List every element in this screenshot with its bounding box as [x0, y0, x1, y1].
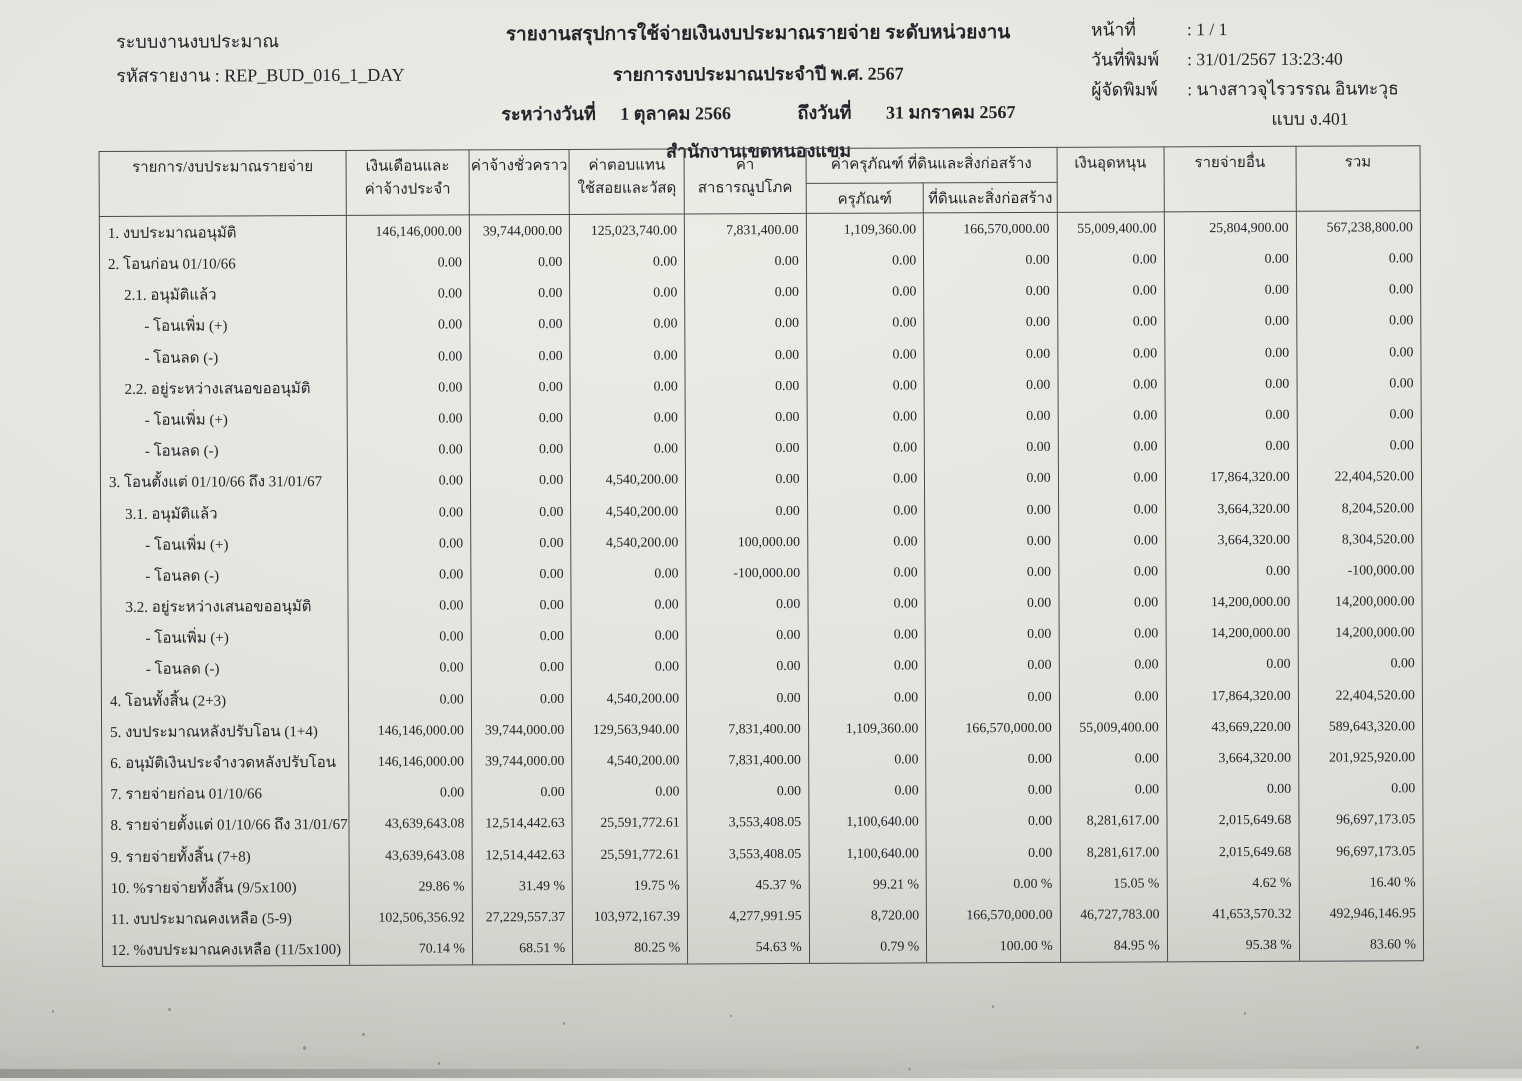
cell-value: 80.25 % [573, 932, 688, 964]
cell-value: 0.00 [925, 463, 1059, 495]
cell-value: 0.00 [807, 494, 925, 526]
row-label: 4. โอนทั้งสิ้น (2+3) [101, 684, 348, 716]
cell-value: 3,553,408.05 [687, 838, 809, 870]
row-label: 9. รายจ่ายทั้งสิ้น (7+8) [102, 840, 349, 872]
cell-value: 0.00 [807, 401, 925, 433]
cell-value: 0.00 [924, 244, 1058, 276]
cell-value: 14,200,000.00 [1166, 586, 1298, 618]
cell-value: 19.75 % [572, 870, 687, 902]
cell-value: 0.00 [472, 777, 573, 809]
row-label: 10. %รายจ่ายทั้งสิ้น (9/5x100) [102, 871, 349, 903]
cell-value: 7,831,400.00 [684, 214, 806, 246]
cell-value: 0.00 [347, 434, 470, 466]
printed-by-label: ผู้จัดพิมพ์ [1091, 79, 1158, 100]
cell-value: 0.00 [570, 308, 685, 340]
row-label: - โอนเพิ่ม (+) [101, 528, 348, 560]
dust-speck [730, 1015, 732, 1017]
cell-value: 201,925,920.00 [1298, 742, 1422, 774]
cell-value: 0.00 [807, 432, 925, 464]
date-range-label: ระหว่างวันที่ [501, 103, 596, 125]
cell-value: 0.79 % [809, 931, 927, 963]
dust-speck [362, 1033, 365, 1036]
cell-value: 0.00 [348, 621, 471, 653]
cell-value: 166,570,000.00 [926, 712, 1060, 744]
date-to: 31 มกราคม 2567 [885, 102, 1016, 123]
form-code: แบบ ง.401 [1271, 108, 1349, 129]
cell-value: 0.00 [1296, 243, 1420, 275]
cell-value: 1,109,360.00 [806, 213, 924, 245]
col-header-equipment: ครุภัณฑ์ [806, 183, 924, 214]
col-header-temp-hire: ค่าจ้างชั่วคราว [469, 149, 570, 215]
cell-value: 43,669,220.00 [1166, 711, 1298, 743]
cell-value: 0.00 [687, 776, 809, 808]
cell-value: 0.00 [349, 777, 472, 809]
row-label: 8. รายจ่ายตั้งแต่ 01/10/66 ถึง 31/01/67 [102, 809, 349, 841]
cell-value: 0.00 [470, 371, 571, 403]
cell-value: -100,000.00 [1298, 555, 1422, 587]
cell-value: 0.00 [926, 743, 1060, 775]
col-header-compensation: ค่าตอบแทน ใช้สอยและวัสดุ [569, 149, 684, 215]
cell-value: 0.00 [924, 338, 1058, 370]
row-label: 2.2. อยู่ระหว่างเสนอขออนุมัติ [100, 372, 347, 404]
cell-value: 0.00 [347, 372, 470, 404]
cell-value: 0.00 [924, 275, 1058, 307]
cell-value: 0.00 [1296, 274, 1420, 306]
cell-value: 0.00 [1297, 367, 1421, 399]
cell-value: 567,238,800.00 [1296, 211, 1420, 243]
cell-value: 0.00 [808, 650, 926, 682]
cell-value: 96,697,173.05 [1299, 804, 1423, 836]
page-label: หน้าที่ [1090, 19, 1136, 40]
cell-value: 100,000.00 [686, 526, 808, 558]
row-label: 2.1. อนุมัติแล้ว [100, 279, 347, 311]
date-range [428, 97, 1088, 129]
cell-value: 0.00 [471, 558, 572, 590]
cell-value: 0.00 [686, 588, 808, 620]
cell-value: 0.00 [1297, 399, 1421, 431]
cell-value: 0.00 [471, 683, 572, 715]
cell-value: 43,639,643.08 [349, 839, 472, 871]
cell-value: 0.00 [471, 527, 572, 559]
col-header-salary: เงินเดือนและ ค่าจ้างประจำ [346, 150, 469, 216]
row-label: 3.2. อยู่ระหว่างเสนอขออนุมัติ [101, 590, 348, 622]
cell-value: 0.00 [1058, 493, 1165, 525]
cell-value: 0.00 [571, 589, 686, 621]
cell-value: 0.00 [808, 619, 926, 651]
cell-value: 0.00 [348, 528, 471, 560]
cell-value: -100,000.00 [686, 557, 808, 589]
cell-value: 0.00 [470, 496, 571, 528]
row-label: - โอนลด (-) [100, 434, 347, 466]
dust-speck [303, 1046, 306, 1050]
cell-value: 70.14 % [349, 933, 472, 965]
cell-value: 0.00 [807, 526, 925, 558]
printed-by-row [1091, 73, 1399, 104]
cell-value: 0.00 [347, 278, 470, 310]
cell-value: 0.00 [470, 402, 571, 434]
cell-value: 0.00 [1059, 618, 1166, 650]
cell-value: 0.00 [1296, 305, 1420, 337]
dust-speck [992, 1005, 994, 1008]
cell-value: 3,664,320.00 [1166, 742, 1298, 774]
dust-speck [52, 1010, 54, 1013]
cell-value: 96,697,173.05 [1299, 835, 1423, 867]
row-label: 1. งบประมาณอนุมัติ [99, 216, 346, 249]
cell-value: 0.00 [571, 620, 686, 652]
cell-value: 0.00 [924, 400, 1058, 432]
dust-speck [168, 1008, 171, 1011]
cell-value: 0.00 [1057, 275, 1164, 307]
cell-value: 0.00 [347, 403, 470, 435]
cell-value: 0.00 [1057, 244, 1164, 276]
cell-value: 103,972,167.39 [573, 901, 688, 933]
cell-value: 84.95 % [1060, 930, 1167, 962]
budget-table [99, 145, 1425, 967]
cell-value: 0.00 [1164, 274, 1296, 306]
cell-value: 0.00 [348, 590, 471, 622]
row-label: 3.1. อนุมัติแล้ว [101, 497, 348, 529]
cell-value: 27,229,557.37 [472, 901, 573, 933]
photo-bottom-edge [0, 1069, 1522, 1078]
row-label: - โอนลด (-) [101, 559, 348, 591]
cell-value: 0.00 [926, 681, 1060, 713]
cell-value: 0.00 [808, 588, 926, 620]
cell-value: 0.00 [926, 774, 1060, 806]
cell-value: 1,100,640.00 [809, 837, 927, 869]
header-left [116, 24, 405, 93]
cell-value: 0.00 [348, 559, 471, 591]
header-center [428, 17, 1089, 167]
row-label: 2. โอนก่อน 01/10/66 [99, 247, 346, 279]
cell-value: 83.60 % [1299, 929, 1423, 961]
cell-value: 0.00 [925, 431, 1059, 463]
cell-value: 0.00 [807, 370, 925, 402]
cell-value: 0.00 [1058, 337, 1165, 369]
row-label: - โอนลด (-) [101, 653, 348, 685]
cell-value: 0.00 [1166, 773, 1298, 805]
cell-value: 0.00 [570, 371, 685, 403]
cell-value: 0.00 [348, 652, 471, 684]
print-date-row [1091, 43, 1399, 74]
cell-value: 31.49 % [472, 870, 573, 902]
cell-value: 0.00 [571, 651, 686, 683]
cell-value: 4,540,200.00 [571, 527, 686, 559]
cell-value: 12,514,442.63 [472, 808, 573, 840]
cell-value: 2,015,649.68 [1167, 805, 1299, 837]
cell-value: 0.00 [808, 681, 926, 713]
cell-value: 102,506,356.92 [349, 902, 472, 934]
cell-value: 0.00 [1165, 399, 1297, 431]
cell-value: 0.00 [471, 589, 572, 621]
report-code: รหัสรายงาน : REP_BUD_016_1_DAY [116, 64, 405, 86]
cell-value: 0.00 [806, 307, 924, 339]
cell-value: 0.00 [807, 463, 925, 495]
cell-value: 0.00 [685, 277, 807, 309]
cell-value: 0.00 [686, 464, 808, 496]
cell-value: 0.00 [1058, 556, 1165, 588]
cell-value: 45.37 % [687, 869, 809, 901]
cell-value: 0.00 [1299, 773, 1423, 805]
cell-value: 0.00 [1165, 555, 1297, 587]
cell-value: 0.00 [924, 307, 1058, 339]
cell-value: 8,281,617.00 [1060, 805, 1167, 837]
cell-value: 100.00 % [927, 930, 1061, 962]
col-header-equipment-group: ค่าครุภัณฑ์ ที่ดินและสิ่งก่อสร้าง [806, 147, 1057, 183]
cell-value: 8,204,520.00 [1297, 492, 1421, 524]
cell-value: 4,540,200.00 [571, 464, 686, 496]
cell-value: 0.00 [572, 776, 687, 808]
cell-value: 0.00 [685, 401, 807, 433]
cell-value: 16.40 % [1299, 866, 1423, 898]
row-label: - โอนลด (-) [100, 341, 347, 373]
cell-value: 0.00 [471, 621, 572, 653]
cell-value: 14,200,000.00 [1298, 586, 1422, 618]
cell-value: 0.00 [808, 744, 926, 776]
cell-value: 0.00 [348, 496, 471, 528]
cell-value: 7,831,400.00 [687, 744, 809, 776]
cell-value: 14,200,000.00 [1298, 617, 1422, 649]
form-code-row [1091, 103, 1399, 134]
cell-value: 0.00 [806, 245, 924, 277]
cell-value: 0.00 [571, 558, 686, 590]
cell-value: 0.00 [570, 402, 685, 434]
cell-value: 146,146,000.00 [346, 215, 469, 247]
cell-value: 0.00 [686, 495, 808, 527]
cell-value: 25,804,900.00 [1164, 212, 1296, 244]
cell-value: 0.00 [571, 433, 686, 465]
header-right [1091, 13, 1399, 134]
dust-speck [563, 1022, 565, 1025]
cell-value: 129,563,940.00 [572, 714, 687, 746]
cell-value: 0.00 [1164, 243, 1296, 275]
cell-value: 3,664,320.00 [1165, 493, 1297, 525]
cell-value: 0.00 [925, 494, 1059, 526]
row-label: 12. %งบประมาณคงเหลือ (11/5x100) [102, 933, 349, 966]
cell-value: 43,639,643.08 [349, 808, 472, 840]
cell-value: 7,831,400.00 [687, 713, 809, 745]
cell-value: 0.00 [1059, 680, 1166, 712]
cell-value: 0.00 [469, 246, 570, 278]
cell-value: 68.51 % [472, 933, 573, 965]
report-subtitle: รายการงบประมาณประจำปี พ.ศ. 2567 [612, 63, 904, 85]
row-label: - โอนเพิ่ม (+) [100, 403, 347, 435]
cell-value: 0.00 [470, 309, 571, 341]
cell-value: 25,591,772.61 [572, 807, 687, 839]
row-label: 11. งบประมาณคงเหลือ (5-9) [102, 902, 349, 934]
col-header-item: รายการ/งบประมาณรายจ่าย [99, 150, 346, 216]
cell-value: 166,570,000.00 [927, 899, 1061, 931]
cell-value: 17,864,320.00 [1166, 680, 1298, 712]
col-header-utilities: ค่า สาธารณูปโภค [684, 148, 806, 214]
cell-value: 0.00 [348, 683, 471, 715]
cell-value: 0.00 [1165, 337, 1297, 369]
cell-value: 22,404,520.00 [1298, 679, 1422, 711]
cell-value: 12,514,442.63 [472, 839, 573, 871]
cell-value: 0.00 [924, 369, 1058, 401]
cell-value: 125,023,740.00 [570, 214, 685, 246]
cell-value: 0.00 [470, 434, 571, 466]
date-to-label: ถึงวันที่ [797, 102, 852, 123]
cell-value: 0.00 [1165, 368, 1297, 400]
cell-value: 25,591,772.61 [572, 838, 687, 870]
cell-value: 0.00 [925, 650, 1059, 682]
cell-value: 4,540,200.00 [571, 495, 686, 527]
cell-value: 99.21 % [809, 869, 927, 901]
cell-value: 1,100,640.00 [809, 806, 927, 838]
cell-value: 0.00 [1298, 648, 1422, 680]
cell-value: 0.00 % [926, 868, 1060, 900]
col-header-total: รวม [1296, 146, 1421, 212]
cell-value: 4,277,991.95 [687, 900, 809, 932]
cell-value: 0.00 [685, 370, 807, 402]
cell-value: 0.00 [807, 338, 925, 370]
cell-value: 14,200,000.00 [1166, 617, 1298, 649]
cell-value: 0.00 [470, 465, 571, 497]
cell-value: 0.00 [1058, 400, 1165, 432]
cell-value: 54.63 % [688, 931, 810, 963]
cell-value: 0.00 [926, 806, 1060, 838]
cell-value: 1,109,360.00 [808, 713, 926, 745]
cell-value: 0.00 [925, 587, 1059, 619]
cell-value: 29.86 % [349, 871, 472, 903]
cell-value: 492,946,146.95 [1299, 898, 1423, 930]
cell-value: 0.00 [570, 339, 685, 371]
cell-value: 3,553,408.05 [687, 807, 809, 839]
cell-value: 4,540,200.00 [572, 745, 687, 777]
row-label: - โอนเพิ่ม (+) [100, 310, 347, 342]
date-from: 1 ตุลาคม 2566 [620, 103, 732, 124]
cell-value: 0.00 [347, 465, 470, 497]
cell-value: 0.00 [686, 620, 808, 652]
printed-by-value: : นางสาวจุไรวรรณ อินทะวุธ [1187, 78, 1399, 100]
col-header-other-expense: รายจ่ายอื่น [1164, 146, 1296, 212]
cell-value: 0.00 [1058, 369, 1165, 401]
cell-value: 2,015,649.68 [1167, 836, 1299, 868]
cell-value: 95.38 % [1167, 929, 1299, 961]
cell-value: 0.00 [925, 619, 1059, 651]
budget-table-body [99, 211, 1423, 966]
cell-value: 4,540,200.00 [572, 683, 687, 715]
cell-value: 166,570,000.00 [924, 213, 1058, 245]
cell-value: 0.00 [1058, 431, 1165, 463]
app-title: ระบบงานงบประมาณ [116, 31, 280, 52]
org-name: สำนักงานเขตหนองแขม [665, 140, 852, 162]
cell-value: 0.00 [570, 246, 685, 278]
cell-value: 0.00 [471, 652, 572, 684]
cell-value: 39,744,000.00 [469, 215, 570, 247]
cell-value: 0.00 [1059, 587, 1166, 619]
cell-value: 39,744,000.00 [471, 714, 572, 746]
cell-value: 0.00 [346, 247, 469, 279]
cell-value: 0.00 [470, 340, 571, 372]
row-label: 7. รายจ่ายก่อน 01/10/66 [102, 778, 349, 810]
cell-value: 4.62 % [1167, 867, 1299, 899]
cell-value: 0.00 [685, 308, 807, 340]
cell-value: 39,744,000.00 [471, 745, 572, 777]
cell-value: 0.00 [1058, 524, 1165, 556]
cell-value: 0.00 [1057, 306, 1164, 338]
cell-value: 0.00 [1059, 743, 1166, 775]
cell-value: 0.00 [925, 525, 1059, 557]
cell-value: 46,727,783.00 [1060, 899, 1167, 931]
cell-value: 8,720.00 [809, 900, 927, 932]
cell-value: 0.00 [1164, 306, 1296, 338]
page-number-row [1091, 13, 1399, 44]
cell-value: 17,864,320.00 [1165, 462, 1297, 494]
cell-value: 0.00 [469, 278, 570, 310]
row-label: - โอนเพิ่ม (+) [101, 622, 348, 654]
print-date-label: วันที่พิมพ์ [1091, 49, 1160, 70]
cell-value: 55,009,400.00 [1059, 712, 1166, 744]
print-date-value: : 31/01/2567 13:23:40 [1187, 48, 1343, 70]
table-row [102, 929, 1423, 966]
row-label: 6. อนุมัติเงินประจำงวดหลังปรับโอน [102, 746, 349, 778]
cell-value: 0.00 [685, 245, 807, 277]
report-title: รายงานสรุปการใช้จ่ายเงินงบประมาณรายจ่าย ระดับหน่วยงาน [505, 22, 1011, 46]
cell-value: 0.00 [687, 682, 809, 714]
cell-value: 55,009,400.00 [1057, 212, 1164, 244]
cell-value: 589,643,320.00 [1298, 710, 1422, 742]
dust-speck [1416, 1046, 1419, 1049]
cell-value: 0.00 [1058, 462, 1165, 494]
cell-value: 3,664,320.00 [1165, 524, 1297, 556]
cell-value: 8,281,617.00 [1060, 836, 1167, 868]
cell-value: 0.00 [347, 340, 470, 372]
cell-value: 0.00 [1297, 336, 1421, 368]
cell-value: 0.00 [570, 277, 685, 309]
row-label: 5. งบประมาณหลังปรับโอน (1+4) [102, 715, 349, 747]
cell-value: 0.00 [1059, 774, 1166, 806]
col-header-land-construction: ที่ดินและสิ่งก่อสร้าง [923, 182, 1057, 213]
row-label: 3. โอนตั้งแต่ 01/10/66 ถึง 31/01/67 [100, 466, 347, 498]
cell-value: 0.00 [1297, 430, 1421, 462]
page-value: : 1 / 1 [1186, 19, 1228, 40]
cell-value: 0.00 [1166, 649, 1298, 681]
cell-value: 146,146,000.00 [349, 715, 472, 747]
cell-value: 41,653,570.32 [1167, 898, 1299, 930]
cell-value: 146,146,000.00 [349, 746, 472, 778]
cell-value: 0.00 [685, 339, 807, 371]
cell-value: 22,404,520.00 [1297, 461, 1421, 493]
cell-value: 0.00 [1165, 430, 1297, 462]
cell-value: 0.00 [1059, 649, 1166, 681]
cell-value: 0.00 [347, 309, 470, 341]
cell-value: 0.00 [806, 276, 924, 308]
cell-value: 0.00 [685, 432, 807, 464]
cell-value: 0.00 [808, 557, 926, 589]
cell-value: 0.00 [925, 556, 1059, 588]
cell-value: 15.05 % [1060, 868, 1167, 900]
cell-value: 8,304,520.00 [1297, 523, 1421, 555]
dust-speck [438, 1062, 440, 1065]
dust-speck [1244, 1012, 1246, 1015]
cell-value: 0.00 [926, 837, 1060, 869]
cell-value: 0.00 [686, 651, 808, 683]
cell-value: 0.00 [808, 775, 926, 807]
col-header-subsidy: เงินอุดหนุน [1057, 147, 1164, 213]
